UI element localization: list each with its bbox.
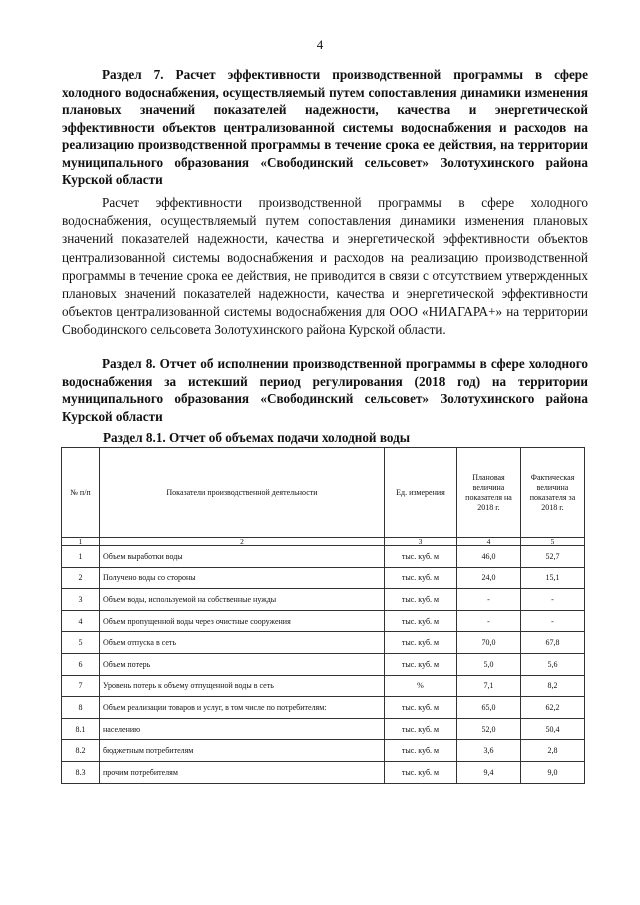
row-planned-value: 24,0 [457,567,521,589]
header-indicator: Показатели производственной деятельности [100,448,385,538]
column-number: 3 [385,538,457,546]
row-indicator: прочим потребителям [100,761,385,783]
column-number: 1 [62,538,100,546]
column-number: 2 [100,538,385,546]
row-actual-value: 50,4 [521,718,585,740]
row-unit: % [385,675,457,697]
row-indicator: Объем потерь [100,653,385,675]
table-row [62,718,585,740]
column-number-row [62,538,585,546]
header-number: № п/п [62,448,100,538]
section-8-title: Раздел 8. Отчет об исполнении производственной программы в сфере холодного водоснабжения за истекший период регулирования (2018 год) на территории муниципального образования «Свободинский сельсовет» Золотухинского района Курской области [62,356,588,424]
row-planned-value: 7,1 [457,675,521,697]
table-row [62,653,585,675]
row-unit: тыс. куб. м [385,653,457,675]
section-7-title: Раздел 7. Расчет эффективности производственной программы в сфере холодного водоснабжения, осуществляемый путем сопоставления динамики изменения плановых значений показателей надежности, качества и энергетической эффективности объектов централизованной системы водоснабжения и расходов на реализацию производственной программы в течение срока ее действия, на территории муниципального образования «Свободинский сельсовет» Золотухинского района Курской области [62,67,588,187]
table-row [62,761,585,783]
row-unit: тыс. куб. м [385,697,457,719]
row-actual-value: 67,8 [521,632,585,654]
row-indicator: Уровень потерь к объему отпущенной воды в сеть [100,675,385,697]
row-actual-value: 52,7 [521,546,585,568]
row-indicator: населению [100,718,385,740]
row-indicator: Объем воды, используемой на собственные нужды [100,589,385,611]
table-row [62,675,585,697]
row-number: 8 [62,697,100,719]
row-actual-value: 15,1 [521,567,585,589]
row-indicator: Объем реализации товаров и услуг, в том числе по потребителям: [100,697,385,719]
row-actual-value: 8,2 [521,675,585,697]
row-planned-value: 3,6 [457,740,521,762]
row-actual-value: 9,0 [521,761,585,783]
row-actual-value: - [521,610,585,632]
page-number: 4 [316,37,324,52]
row-number: 8.2 [62,740,100,762]
table-row [62,589,585,611]
row-actual-value: 5,6 [521,653,585,675]
row-actual-value: 62,2 [521,697,585,719]
row-number: 6 [62,653,100,675]
row-planned-value: - [457,589,521,611]
row-unit: тыс. куб. м [385,761,457,783]
row-number: 5 [62,632,100,654]
row-indicator: Объем выработки воды [100,546,385,568]
row-unit: тыс. куб. м [385,546,457,568]
row-indicator: бюджетным потребителям [100,740,385,762]
row-number: 3 [62,589,100,611]
table-row [62,632,585,654]
header-unit: Ед. измерения [385,448,457,538]
row-number: 8.1 [62,718,100,740]
water-supply-volume-table [61,447,585,784]
table-row [62,697,585,719]
row-indicator: Получено воды со стороны [100,567,385,589]
column-number: 4 [457,538,521,546]
table-row [62,567,585,589]
row-actual-value: - [521,589,585,611]
row-unit: тыс. куб. м [385,632,457,654]
table-row [62,610,585,632]
row-planned-value: 70,0 [457,632,521,654]
row-indicator: Объем пропущенной воды через очистные сооружения [100,610,385,632]
section-7-body: Расчет эффективности производственной программы в сфере холодного водоснабжения, осуществляемый путем сопоставления динамики изменения плановых значений показателей надежности, качества и энергетической эффективности объектов централизованной системы водоснабжения и расходов на реализацию производственной программы в течение срока ее действия, не приводится в связи с отсутствием утвержденных плановых значений показателей надежности, качества и энергетической эффективности объектов централизованной системы водоснабжения для ООО «НИАГАРА+» на территории Свободинского сельсовета Золотухинского района Курской области. [62,195,588,338]
header-actual-value: Фактическая величина показателя за 2018 г. [521,448,585,538]
row-planned-value: 65,0 [457,697,521,719]
row-planned-value: 52,0 [457,718,521,740]
table-row [62,740,585,762]
row-number: 7 [62,675,100,697]
row-actual-value: 2,8 [521,740,585,762]
row-number: 4 [62,610,100,632]
header-planned-value: Плановая величина показателя на 2018 г. [457,448,521,538]
row-indicator: Объем отпуска в сеть [100,632,385,654]
section-8-1-title: Раздел 8.1. Отчет об объемах подачи холодной воды [103,430,411,445]
row-planned-value: 9,4 [457,761,521,783]
row-planned-value: 46,0 [457,546,521,568]
row-unit: тыс. куб. м [385,718,457,740]
row-unit: тыс. куб. м [385,567,457,589]
row-number: 2 [62,567,100,589]
row-unit: тыс. куб. м [385,589,457,611]
row-planned-value: - [457,610,521,632]
row-number: 8.3 [62,761,100,783]
column-number: 5 [521,538,585,546]
row-number: 1 [62,546,100,568]
table-row [62,546,585,568]
row-unit: тыс. куб. м [385,610,457,632]
row-unit: тыс. куб. м [385,740,457,762]
row-planned-value: 5,0 [457,653,521,675]
